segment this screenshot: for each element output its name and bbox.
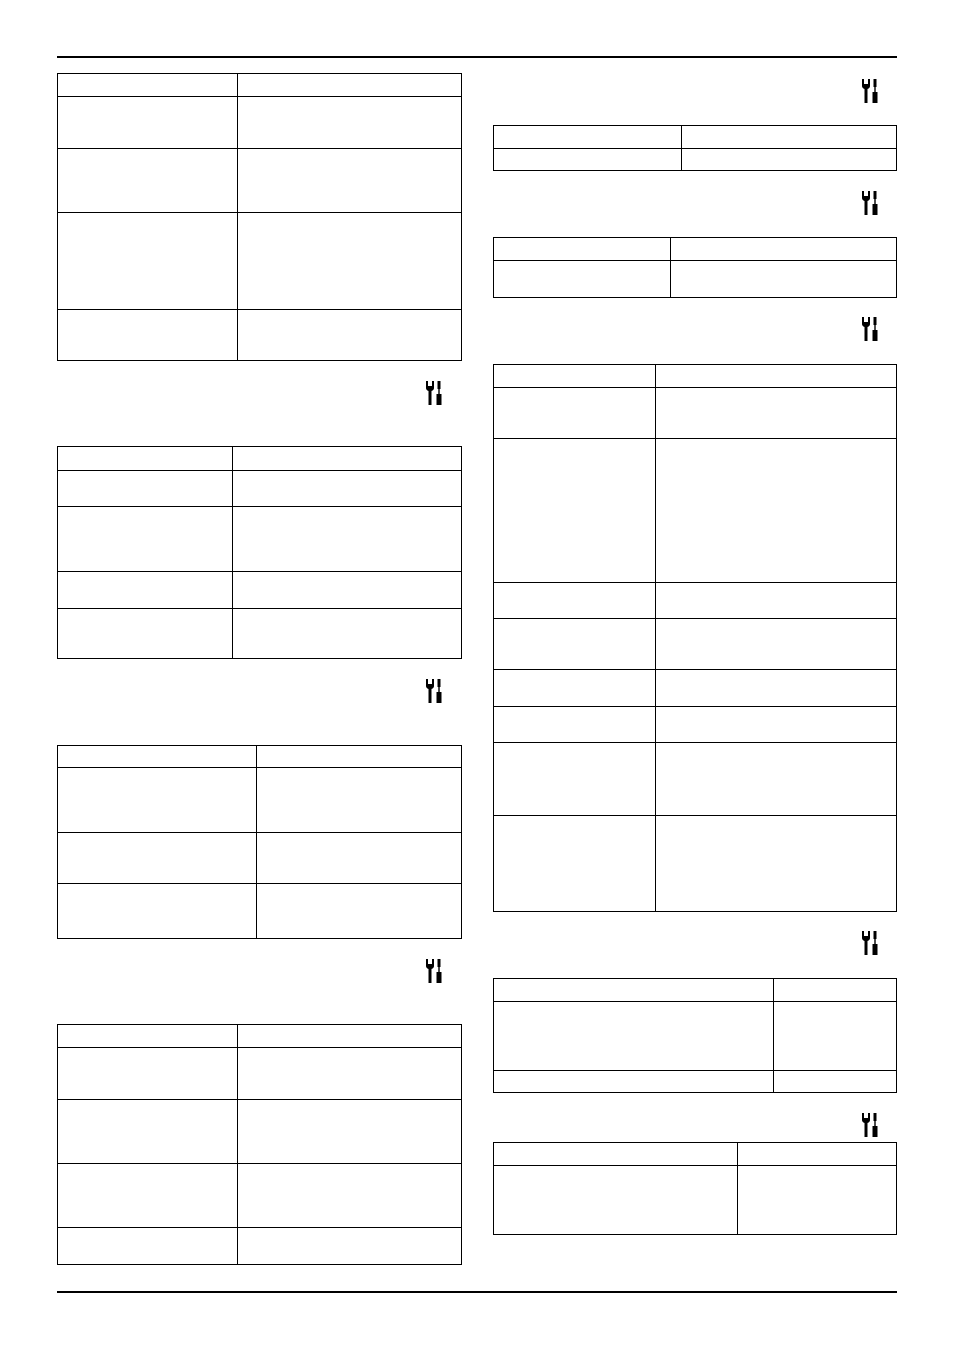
table-row — [494, 815, 896, 816]
tools-icon — [860, 190, 880, 216]
table-row — [58, 608, 461, 609]
table-row — [58, 832, 461, 833]
column-divider — [655, 365, 656, 911]
footer-rule — [57, 1291, 897, 1293]
table-row — [58, 212, 461, 213]
table-row — [494, 706, 896, 707]
column-divider — [232, 447, 233, 658]
tools-icon — [424, 958, 444, 984]
tools-icon — [860, 930, 880, 956]
header-rule — [57, 56, 897, 58]
table-right-5 — [493, 1142, 897, 1235]
table-row — [58, 470, 461, 471]
tools-icon — [424, 678, 444, 704]
column-divider — [737, 1143, 738, 1234]
table-right-3 — [493, 364, 897, 912]
tools-icon — [424, 380, 444, 406]
column-divider — [773, 979, 774, 1092]
table-right-1 — [493, 125, 897, 171]
column-divider — [237, 74, 238, 360]
table-row — [494, 582, 896, 583]
table-row — [494, 1165, 896, 1166]
table-row — [58, 571, 461, 572]
table-row — [58, 148, 461, 149]
table-row — [494, 387, 896, 388]
table-row — [58, 506, 461, 507]
tools-icon — [860, 316, 880, 342]
table-left-4 — [57, 1024, 462, 1265]
table-left-2 — [57, 446, 462, 659]
table-row — [494, 1070, 896, 1071]
column-divider — [237, 1025, 238, 1264]
table-row — [58, 1227, 461, 1228]
table-left-3 — [57, 745, 462, 939]
table-row — [58, 96, 461, 97]
table-row — [58, 309, 461, 310]
tools-icon — [860, 78, 880, 104]
table-row — [494, 438, 896, 439]
table-row — [58, 767, 461, 768]
table-row — [494, 742, 896, 743]
table-row — [494, 260, 896, 261]
table-row — [494, 148, 896, 149]
table-row — [494, 618, 896, 619]
column-divider — [670, 238, 671, 297]
table-left-1 — [57, 73, 462, 361]
table-row — [494, 1001, 896, 1002]
table-row — [58, 1047, 461, 1048]
table-row — [494, 669, 896, 670]
table-row — [58, 883, 461, 884]
table-right-2 — [493, 237, 897, 298]
tools-icon — [860, 1112, 880, 1138]
column-divider — [256, 746, 257, 938]
table-row — [58, 1099, 461, 1100]
table-right-4 — [493, 978, 897, 1093]
table-row — [58, 1163, 461, 1164]
